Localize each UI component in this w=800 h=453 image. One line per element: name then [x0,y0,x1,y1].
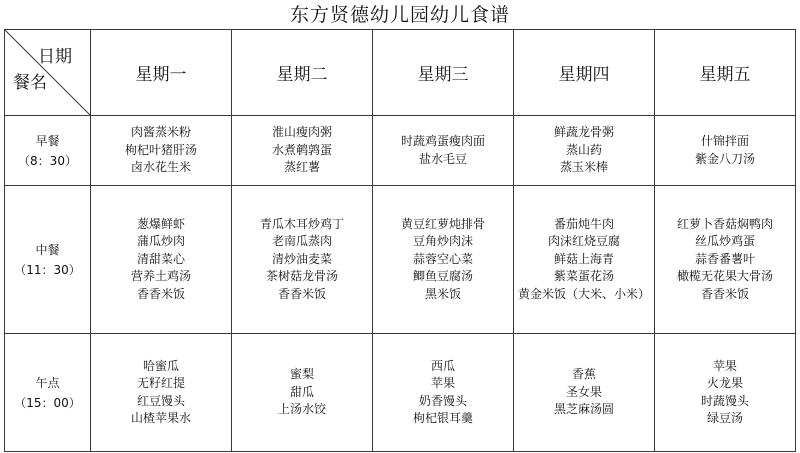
dish-item: 蒜蓉空心菜 [412,251,473,266]
menu-cell [373,186,514,334]
menu-cell [514,186,655,334]
menu-cell [655,116,796,186]
dish-item: 香香米饭 [700,286,749,301]
meal-row-lunch [5,186,796,334]
dish-item: 哈蜜瓜 [142,358,179,373]
menu-cell [655,334,796,452]
dish-item: 橄榄无花果大骨汤 [676,269,773,284]
day-header-wed: 星期三 [373,30,514,116]
meal-name: 早餐 [35,133,60,148]
menu-cell [655,186,796,334]
dish-item: 香香米饭 [277,286,326,301]
day-header-mon: 星期一 [91,30,232,116]
dish-item: 蒜香番薯叶 [694,251,755,266]
day-header-tue: 星期二 [232,30,373,116]
menu-cell [373,334,514,452]
dish-item: 番茄炖牛肉 [553,216,614,231]
dish-item: 黄金米饭（大米、小米） [517,286,650,301]
menu-cell [91,116,232,186]
meal-label-breakfast [5,116,91,186]
dish-item: 上汤水饺 [277,402,326,417]
dish-item: 清甜菜心 [136,251,185,266]
dish-item: 无籽红提 [136,376,185,390]
dish-item: 肉酱蒸米粉 [130,125,191,140]
dish-item: 香蕉 [571,367,596,382]
dish-item: 老南瓜蒸肉 [271,234,332,249]
dish-item: 绿豆汤 [706,411,743,425]
menu-cell [232,334,373,452]
header-row [5,30,796,116]
dish-item: 鲫鱼豆腐汤 [412,269,473,284]
menu-cell [514,116,655,186]
menu-cell [232,116,373,186]
menu-table [4,29,796,452]
meal-time: （15：00） [14,395,81,410]
day-header-fri: 星期五 [655,30,796,116]
dish-item: 红豆馒头 [136,393,185,408]
meal-row-snack [5,334,796,452]
dish-item: 蒲瓜炒肉 [136,234,185,249]
meal-time: （8：30） [18,153,77,168]
dish-item: 鲜蔬龙骨粥 [553,125,614,140]
dish-item: 山楂苹果水 [130,411,191,425]
date-header-label: 日期 [38,47,72,67]
dish-item: 豆角炒肉沫 [412,234,473,249]
dish-item: 黑米饭 [424,286,461,301]
dish-item: 盐水毛豆 [418,151,467,166]
meal-name: 午点 [35,375,60,390]
dish-item: 苹果 [430,376,455,390]
dish-item: 奶香馒头 [418,393,467,408]
dish-item: 圣女果 [565,384,602,399]
dish-item: 黑芝麻汤圆 [553,402,614,417]
dish-item: 西瓜 [430,358,455,373]
dish-item: 时蔬鸡蛋瘦肉面 [400,134,485,148]
dish-item: 丝瓜炒鸡蛋 [694,234,755,249]
dish-item: 葱爆鲜虾 [136,216,185,231]
dish-item: 苹果 [712,358,737,373]
meal-header-label: 餐名 [13,73,47,93]
dish-item: 枸杞叶猪肝汤 [124,142,197,157]
dish-item: 水煮鹌鹑蛋 [271,142,332,157]
dish-item: 时蔬馒头 [700,393,749,408]
menu-cell [91,334,232,452]
dish-item: 黄豆红萝炖排骨 [400,216,485,231]
page-title: 东方贤德幼儿园幼儿食谱 [289,4,510,26]
menu-cell [91,186,232,334]
menu-cell [373,116,514,186]
dish-item: 蒸山药 [565,142,602,157]
day-header-thu: 星期四 [514,30,655,116]
dish-item: 青瓜木耳炒鸡丁 [259,216,344,231]
dish-item: 香香米饭 [136,286,185,301]
meal-label-snack [5,334,91,452]
dish-item: 红萝卜香菇焖鸭肉 [676,216,773,231]
menu-cell [514,334,655,452]
dish-item: 淮山瘦肉粥 [271,125,332,140]
dish-item: 茶树菇龙骨汤 [265,269,338,284]
dish-item: 清炒油麦菜 [271,251,332,266]
dish-item: 紫金八刀汤 [694,151,755,166]
dish-item: 营养土鸡汤 [130,269,191,284]
dish-item: 卤水花生米 [130,160,191,175]
dish-item: 蜜梨 [289,367,314,382]
dish-item: 蒸玉米棒 [559,160,608,175]
menu-cell [232,186,373,334]
dish-item: 甜瓜 [289,384,314,399]
dish-item: 肉沫红烧豆腐 [547,234,620,249]
meal-name: 中餐 [35,242,60,257]
meal-time: （11：30） [14,262,81,277]
dish-item: 枸杞银耳羹 [412,411,473,425]
dish-item: 鲜菇上海青 [553,251,614,266]
meal-row-breakfast [5,116,796,186]
corner-cell [5,30,91,116]
dish-item: 火龙果 [706,376,743,390]
dish-item: 什锦拌面 [700,134,749,148]
dish-item: 蒸红薯 [283,160,320,175]
dish-item: 紫菜蛋花汤 [553,269,614,284]
meal-label-lunch [5,186,91,334]
